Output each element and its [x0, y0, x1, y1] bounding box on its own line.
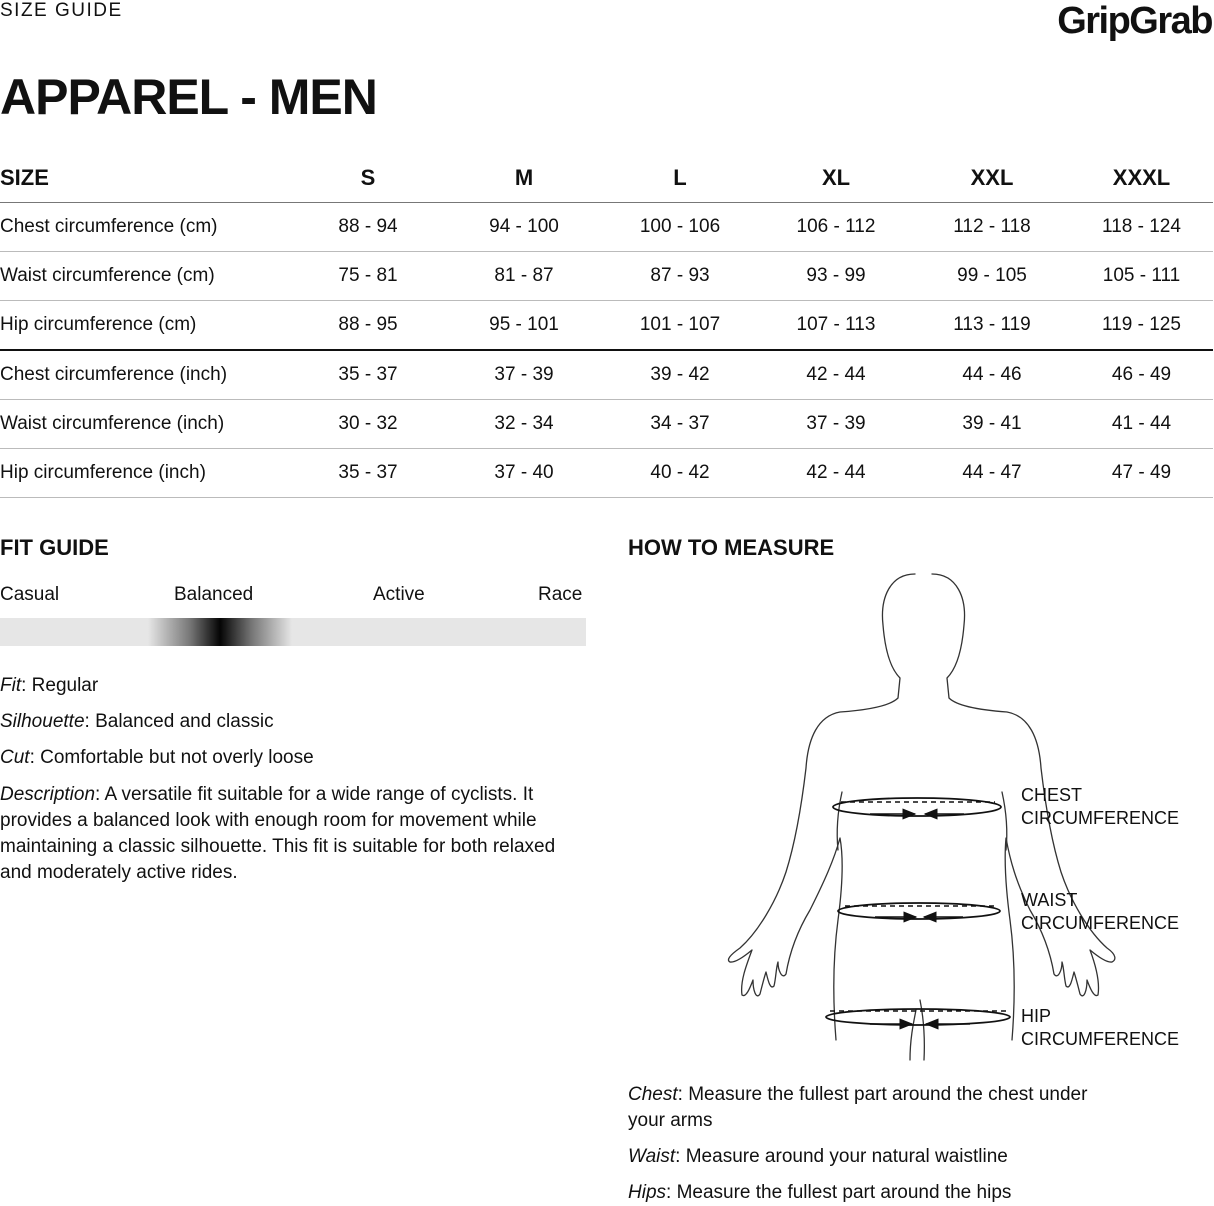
description-paragraph — [0, 782, 590, 886]
table-cell: 39 - 41 — [914, 400, 1070, 449]
row-label: Hip circumference (inch) — [0, 449, 290, 498]
cut-value: : Comfortable but not overly loose — [29, 747, 314, 768]
table-cell: 44 - 46 — [914, 350, 1070, 400]
size-column-m: M — [446, 154, 602, 203]
table-row — [0, 301, 1213, 351]
table-cell: 34 - 37 — [602, 400, 758, 449]
silhouette-value: : Balanced and classic — [84, 711, 274, 732]
cut-term: Cut — [0, 747, 30, 768]
fit-scale-race: Race — [538, 584, 583, 605]
chest-text: : Measure the fullest part around the chest under your arms — [628, 1084, 1088, 1131]
table-cell: 88 - 95 — [290, 301, 446, 351]
hips-term: Hips — [628, 1182, 667, 1203]
size-column-l: L — [602, 154, 758, 203]
table-cell: 35 - 37 — [290, 350, 446, 400]
table-cell: 106 - 112 — [758, 203, 914, 252]
table-cell: 107 - 113 — [758, 301, 914, 351]
waist-term: Waist — [628, 1146, 676, 1167]
description-term: Description — [0, 784, 96, 805]
size-column-xxl: XXL — [914, 154, 1070, 203]
table-row — [0, 252, 1213, 301]
chest-label-line1: CHEST — [1021, 785, 1083, 805]
hips-instruction — [628, 1180, 1108, 1206]
table-cell: 81 - 87 — [446, 252, 602, 301]
table-cell: 100 - 106 — [602, 203, 758, 252]
waist-circumference-label — [1021, 889, 1179, 935]
chest-circumference-label — [1021, 784, 1179, 830]
cut-line — [0, 745, 590, 771]
brand-logo: GripGrab — [1057, 0, 1212, 42]
fit-guide-heading: FIT GUIDE — [0, 535, 109, 560]
table-cell: 112 - 118 — [914, 203, 1070, 252]
table-cell: 99 - 105 — [914, 252, 1070, 301]
table-cell: 119 - 125 — [1070, 301, 1213, 351]
table-row — [0, 400, 1213, 449]
table-cell: 35 - 37 — [290, 449, 446, 498]
hip-label-line1: HIP — [1021, 1006, 1052, 1026]
waist-instruction — [628, 1144, 1108, 1170]
fit-scale-balanced: Balanced — [174, 584, 254, 605]
row-label: Hip circumference (cm) — [0, 301, 290, 351]
fit-scale-casual: Casual — [0, 584, 60, 605]
table-cell: 37 - 39 — [446, 350, 602, 400]
chest-instruction — [628, 1082, 1108, 1134]
table-cell: 46 - 49 — [1070, 350, 1213, 400]
fit-scale-active: Active — [373, 584, 425, 605]
table-cell: 42 - 44 — [758, 350, 914, 400]
fit-scale-bar — [0, 618, 586, 646]
table-cell: 88 - 94 — [290, 203, 446, 252]
table-cell: 37 - 40 — [446, 449, 602, 498]
hip-label-line2: CIRCUMFERENCE — [1021, 1029, 1180, 1049]
table-cell: 47 - 49 — [1070, 449, 1213, 498]
size-guide-label: SIZE GUIDE — [0, 0, 123, 21]
size-header-row — [0, 154, 1213, 203]
row-label: Chest circumference (cm) — [0, 203, 290, 252]
silhouette-term: Silhouette — [0, 711, 85, 732]
table-cell: 118 - 124 — [1070, 203, 1213, 252]
table-cell: 44 - 47 — [914, 449, 1070, 498]
fit-value: : Regular — [21, 675, 99, 696]
table-cell: 37 - 39 — [758, 400, 914, 449]
row-label: Chest circumference (inch) — [0, 350, 290, 400]
table-cell: 39 - 42 — [602, 350, 758, 400]
size-column-xxxl: XXXL — [1070, 154, 1213, 203]
hips-text: : Measure the fullest part around the hips — [666, 1182, 1012, 1203]
fit-term: Fit — [0, 675, 22, 696]
waist-label-line1: WAIST — [1021, 890, 1078, 910]
table-cell: 75 - 81 — [290, 252, 446, 301]
table-cell: 30 - 32 — [290, 400, 446, 449]
table-cell: 94 - 100 — [446, 203, 602, 252]
table-cell: 95 - 101 — [446, 301, 602, 351]
table-cell: 41 - 44 — [1070, 400, 1213, 449]
table-cell: 113 - 119 — [914, 301, 1070, 351]
row-label: Waist circumference (inch) — [0, 400, 290, 449]
chest-term: Chest — [628, 1084, 678, 1105]
page-title: APPAREL - MEN — [0, 69, 377, 125]
silhouette-line — [0, 709, 590, 735]
table-cell: 42 - 44 — [758, 449, 914, 498]
how-to-measure-heading: HOW TO MEASURE — [628, 535, 835, 560]
size-column-s: S — [290, 154, 446, 203]
size-corner-header: SIZE — [0, 154, 290, 203]
table-row — [0, 350, 1213, 400]
table-cell: 93 - 99 — [758, 252, 914, 301]
waist-label-line2: CIRCUMFERENCE — [1021, 913, 1180, 933]
chest-label-line2: CIRCUMFERENCE — [1021, 808, 1180, 828]
fit-line — [0, 673, 590, 699]
table-row — [0, 449, 1213, 498]
size-column-xl: XL — [758, 154, 914, 203]
table-cell: 40 - 42 — [602, 449, 758, 498]
table-cell: 101 - 107 — [602, 301, 758, 351]
hip-circumference-label — [1021, 1005, 1179, 1051]
table-cell: 105 - 111 — [1070, 252, 1213, 301]
table-cell: 87 - 93 — [602, 252, 758, 301]
table-cell: 32 - 34 — [446, 400, 602, 449]
table-row — [0, 203, 1213, 252]
row-label: Waist circumference (cm) — [0, 252, 290, 301]
waist-text: : Measure around your natural waistline — [675, 1146, 1008, 1167]
description-value: : A versatile fit suitable for a wide range of cyclists. It provides a balanced look with enough room for movement while maintaining a classic silhouette. This fit is suitable for both relaxed and moderately active rides. — [0, 784, 556, 883]
size-table — [0, 154, 1213, 498]
